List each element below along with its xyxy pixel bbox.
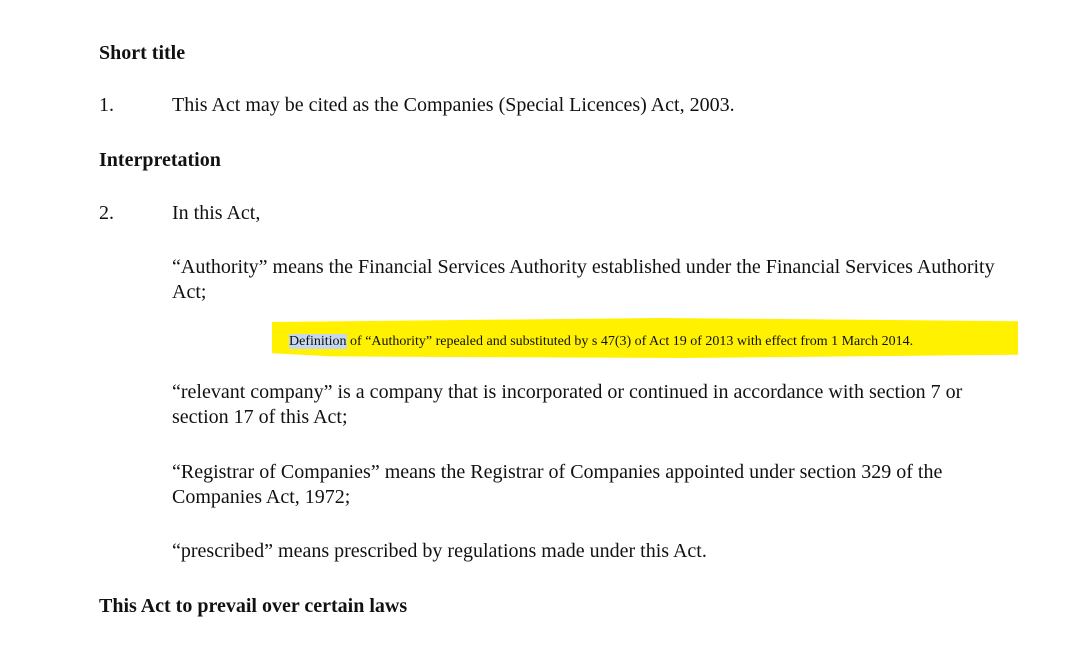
definition-authority: “Authority” means the Financial Services Authority established under the Financial Services Authority Act; [172, 256, 995, 303]
heading-interpretation: Interpretation [99, 149, 221, 171]
definition-prescribed: “prescribed” means prescribed by regulations made under this Act. [172, 540, 707, 562]
section-2-intro: In this Act, [172, 202, 261, 224]
amendment-note-text: of “Authority” repealed and substituted by s 47(3) of Act 19 of 2013 with effect from 1 March 2014. [346, 334, 914, 349]
heading-prevail: This Act to prevail over certain laws [99, 595, 408, 617]
section-1-number: 1. [99, 94, 114, 116]
section-2-number: 2. [99, 202, 114, 224]
selected-text[interactable]: Definition [289, 334, 347, 349]
section-1-text: This Act may be cited as the Companies (Special Licences) Act, 2003. [172, 94, 735, 116]
definition-relevant-company: “relevant company” is a company that is incorporated or continued in accordance with section 7 or section 17 of this Act; [172, 381, 963, 428]
heading-short-title: Short title [99, 42, 186, 64]
amendment-note [289, 333, 913, 351]
definition-registrar: “Registrar of Companies” means the Registrar of Companies appointed under section 329 of the Companies Act, 1972; [172, 461, 943, 508]
